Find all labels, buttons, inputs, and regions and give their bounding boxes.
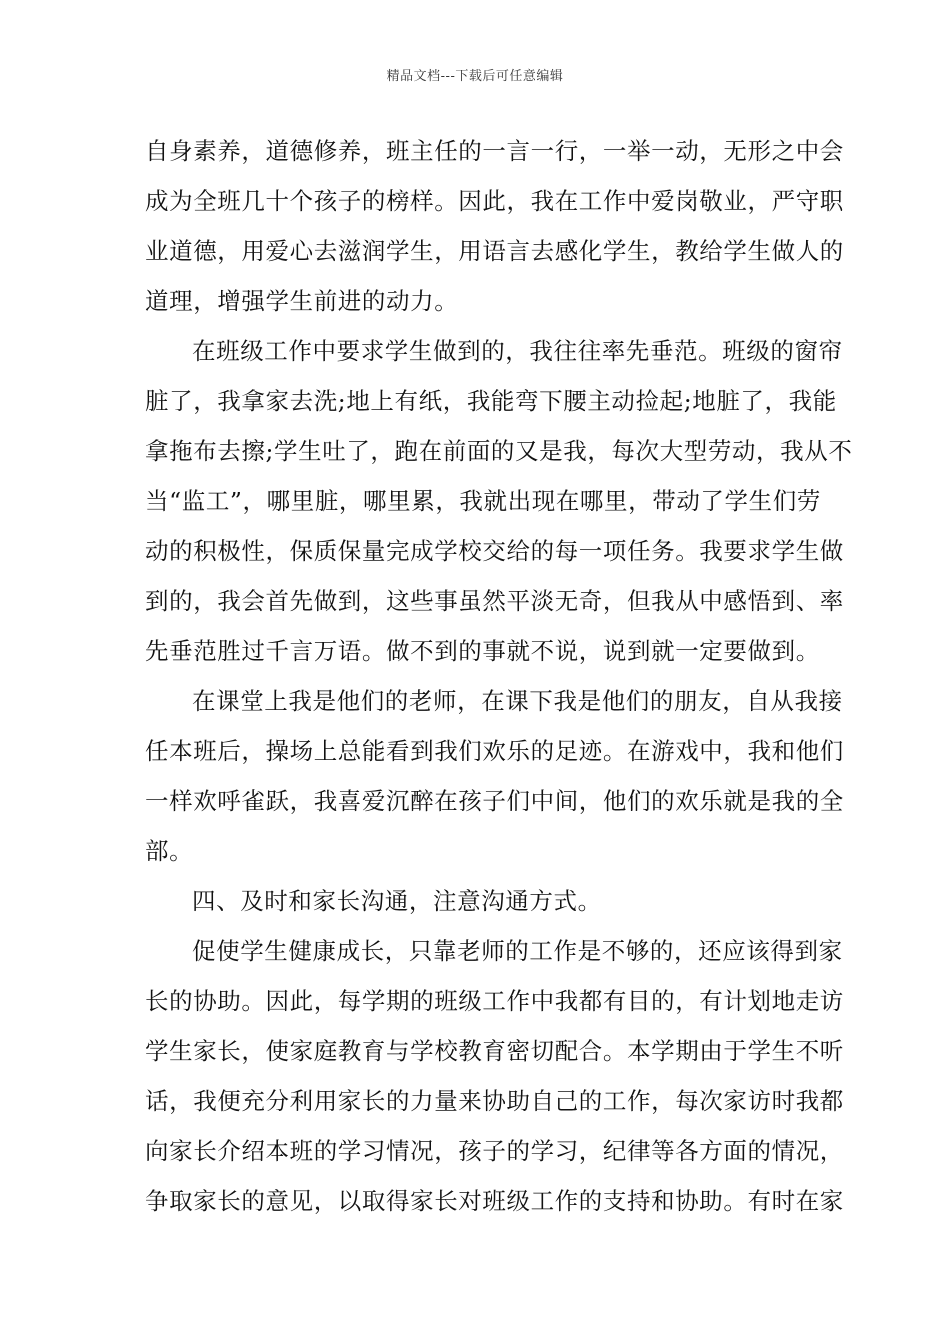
body-line: 在班级工作中要求学生做到的，我往往率先垂范。班级的窗帘 [192,337,843,365]
body-line: 在课堂上我是他们的老师，在课下我是他们的朋友，自从我接 [192,687,843,715]
body-line: 一样欢呼雀跃，我喜爱沉醉在孩子们中间，他们的欢乐就是我的全 [145,787,844,815]
body-line: 自身素养，道德修养，班主任的一言一行，一举一动，无形之中会 [145,137,844,165]
body-line: 道理，增强学生前进的动力。 [145,287,459,315]
body-line: 部。 [145,837,194,865]
body-line: 长的协助。因此，每学期的班级工作中我都有目的，有计划地走访 [145,987,844,1015]
body-line: 到的，我会首先做到，这些事虽然平淡无奇，但我从中感悟到、率 [145,587,844,615]
section-heading: 四、及时和家长沟通，注意沟通方式。 [192,887,602,915]
body-line: 促使学生健康成长，只靠老师的工作是不够的，还应该得到家 [192,937,843,965]
body-line: 业道德，用爱心去滋润学生，用语言去感化学生，教给学生做人的 [145,237,844,265]
body-line: 学生家长，使家庭教育与学校教育密切配合。本学期由于学生不听 [145,1037,844,1065]
body-line: 拿拖布去擦;学生吐了，跑在前面的又是我，每次大型劳动，我从不 [145,437,853,465]
page-header: 精品文档---下载后可任意编辑 [386,69,564,84]
body-line: 任本班后，操场上总能看到我们欢乐的足迹。在游戏中，我和他们 [145,737,844,765]
body-line: 脏了，我拿家去洗;地上有纸，我能弯下腰主动捡起;地脏了，我能 [145,387,837,415]
body-line: 动的积极性，保质保量完成学校交给的每一项任务。我要求学生做 [145,537,844,565]
body-line: 争取家长的意见，以取得家长对班级工作的支持和协助。有时在家 [145,1187,844,1215]
body-line: 当“监工”，哪里脏，哪里累，我就出现在哪里，带动了学生们劳 [145,487,821,515]
body-line: 先垂范胜过千言万语。做不到的事就不说，说到就一定要做到。 [145,637,820,665]
body-line: 话，我便充分利用家长的力量来协助自己的工作，每次家访时我都 [145,1087,844,1115]
body-line: 成为全班几十个孩子的榜样。因此，我在工作中爱岗敬业，严守职 [145,187,844,215]
body-line: 向家长介绍本班的学习情况，孩子的学习，纪律等各方面的情况， [145,1137,844,1165]
